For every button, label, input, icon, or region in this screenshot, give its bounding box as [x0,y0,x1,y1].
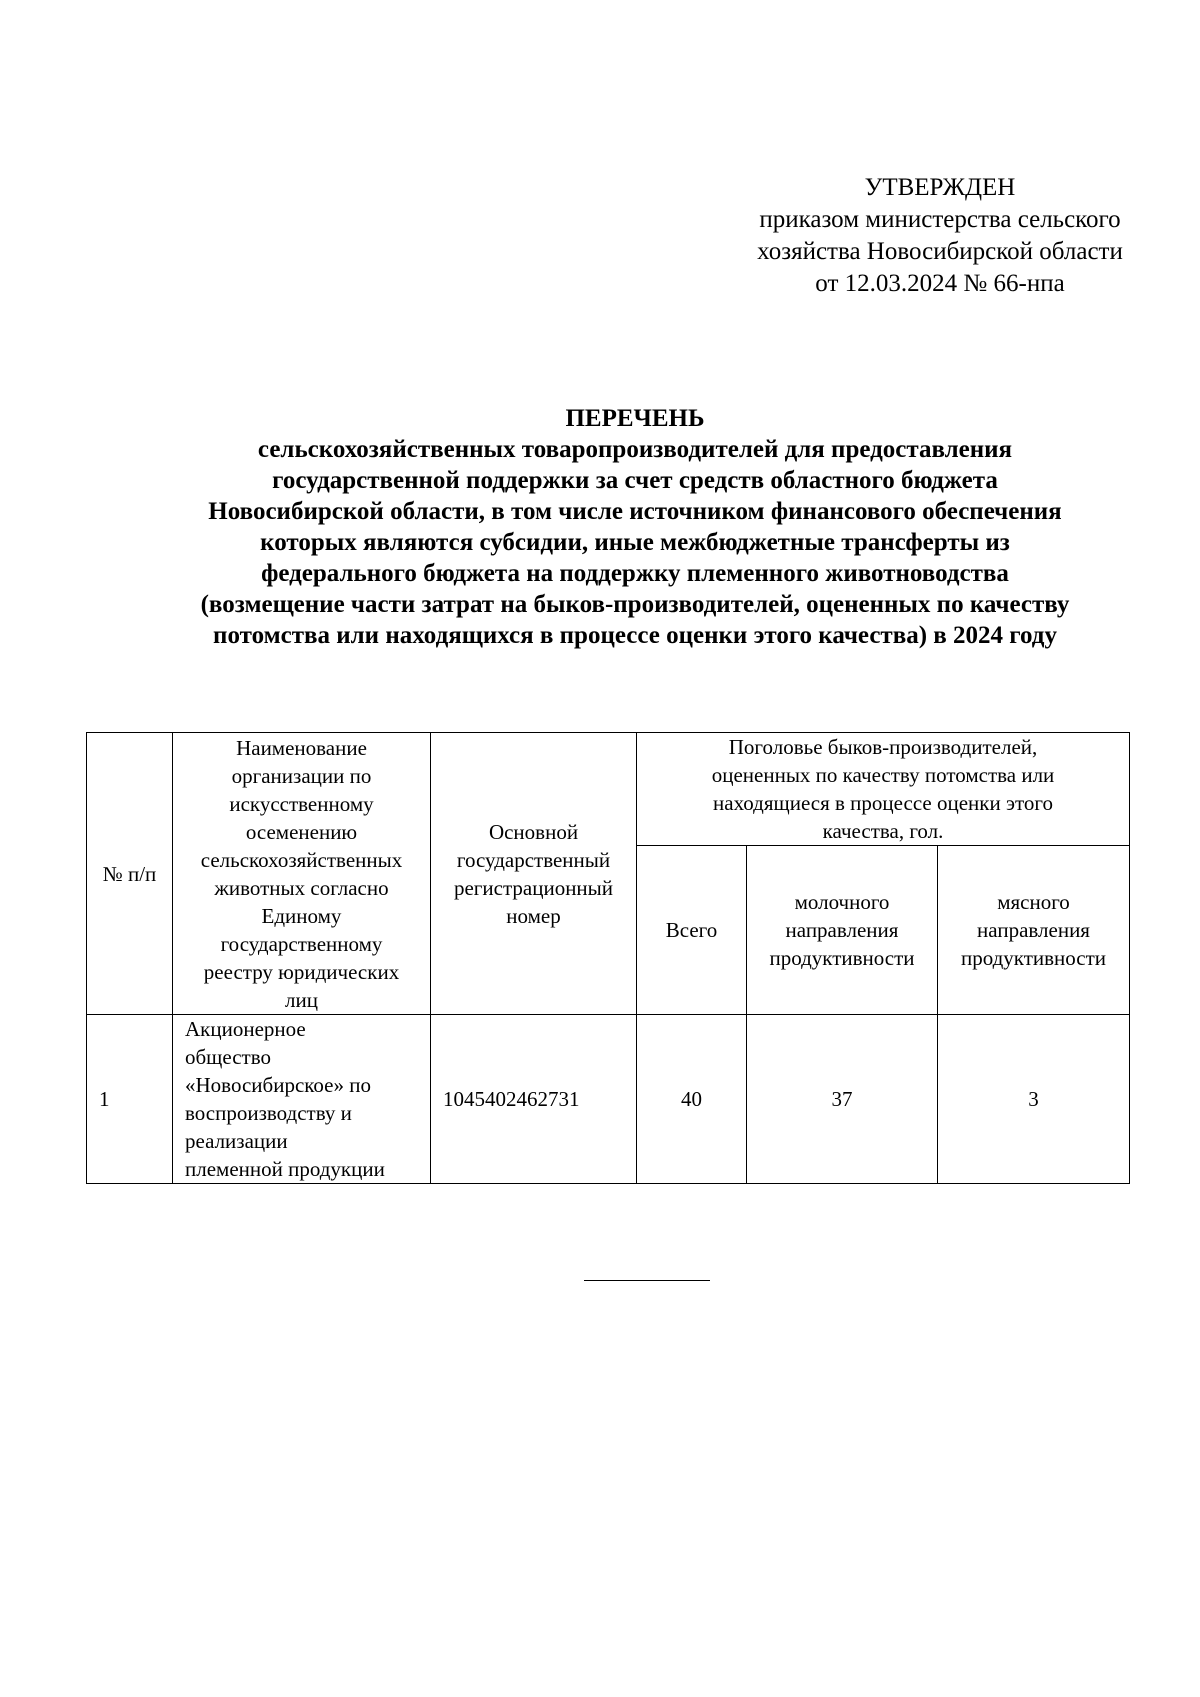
header-reg-line: государственный [456,847,611,872]
header-dairy-line: молочного [794,890,890,914]
approval-heading: УТВЕРЖДЕН [864,174,1016,201]
title-line-7: потомства или находящихся в процессе оценки этого качества) в 2024 году [213,622,1057,649]
header-name-line: организации по [231,763,372,788]
row-name-line: общество [185,1045,271,1069]
header-livestock [637,733,1130,846]
title-line-4: которых являются субсидии, иные межбюджетные трансферты из [260,529,1010,556]
row-organization-name [173,1015,431,1184]
header-name-line: животных согласно [214,875,389,900]
header-dairy [747,846,938,1015]
header-name-line: Единому [261,903,342,928]
header-organization-name [173,733,431,1015]
approval-block [700,172,1180,300]
header-total: Всего [637,846,747,1015]
header-livestock-line: Поголовье быков-производителей, [728,735,1038,759]
row-meat: 3 [938,1015,1130,1184]
title-line-3: Новосибирской области, в том числе источником финансового обеспечения [208,498,1062,525]
header-name-line: лиц [285,987,318,1012]
row-name-line: племенной продукции [185,1157,385,1181]
header-reg-line: номер [506,903,561,928]
header-meat [938,846,1130,1015]
header-name-line: искусственному [229,791,374,816]
header-livestock-line: качества, гол. [822,819,944,843]
row-dairy: 37 [747,1015,938,1184]
title-line-1: сельскохозяйственных товаропроизводителей для предоставления [257,436,1013,463]
row-name-line: «Новосибирское» по [185,1073,371,1097]
document-title [60,403,1200,651]
header-registration-number [431,733,637,1015]
closing-divider [584,1280,710,1281]
header-name-line: государственному [220,931,383,956]
header-meat-line: направления [977,918,1090,942]
title-line-2: государственной поддержки за счет средств областного бюджета [272,467,998,494]
row-name-line: Акционерное [185,1017,306,1041]
header-meat-line: мясного [997,890,1070,914]
row-name-line: реализации [185,1129,288,1153]
title-heading: ПЕРЕЧЕНЬ [565,405,705,432]
header-name-line: реестру юридических [203,959,400,984]
header-meat-line: продуктивности [960,946,1107,970]
header-dairy-line: направления [785,918,899,942]
header-dairy-line: продуктивности [769,946,915,970]
header-name-line: сельскохозяйственных [200,847,403,872]
header-reg-line: Основной [488,819,579,844]
header-name-line: Наименование [236,735,367,760]
title-line-6: (возмещение части затрат на быков-производителей, оцененных по качеству [200,591,1070,618]
header-reg-line: регистрационный [453,875,614,900]
approval-line-1: приказом министерства сельского [759,206,1121,233]
row-name-line: воспроизводству и [185,1101,352,1125]
producers-table [86,732,1130,1184]
approval-line-2: хозяйства Новосибирской области [757,238,1123,265]
row-number: 1 [87,1015,173,1184]
table-header-row [87,733,1130,846]
header-name-line: осеменению [245,819,358,844]
row-total: 40 [637,1015,747,1184]
approval-line-3: от 12.03.2024 № 66-нпа [815,270,1065,297]
title-line-5: федерального бюджета на поддержку племенного животноводства [261,560,1009,587]
header-livestock-line: находящиеся в процессе оценки этого [713,791,1053,815]
table-row [87,1015,1130,1184]
row-registration-number: 1045402462731 [431,1015,637,1184]
header-number: № п/п [87,733,173,1015]
header-livestock-line: оцененных по качеству потомства или [711,763,1055,787]
